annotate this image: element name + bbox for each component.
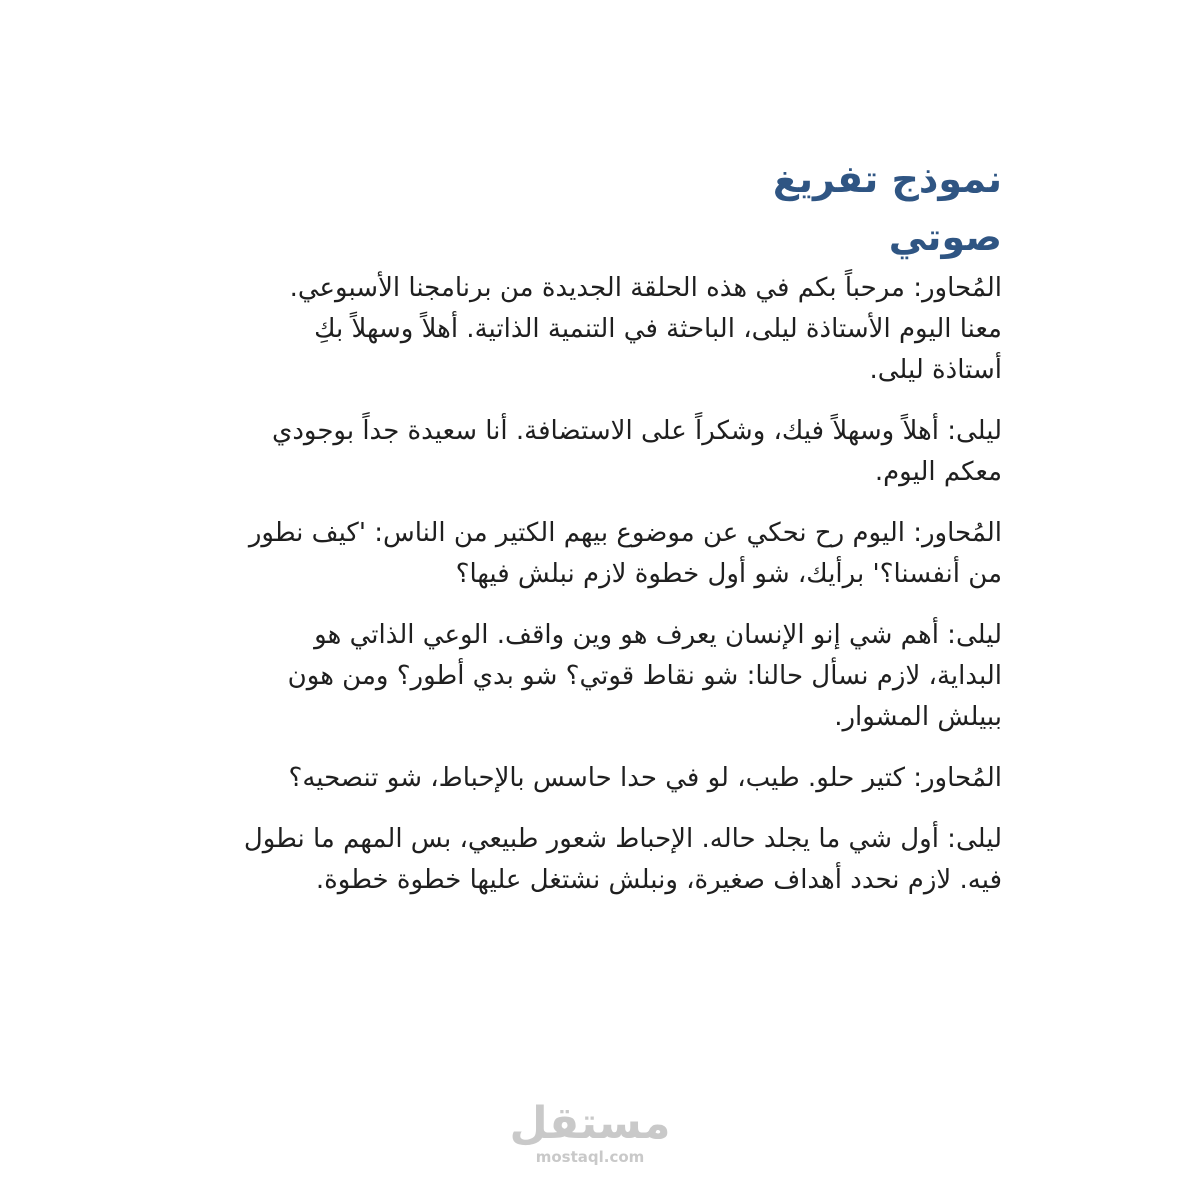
paragraph-line: البداية، لازم نسأل حالنا: شو نقاط قوتي؟ شو بدي أطور؟ ومن هون xyxy=(287,661,1002,691)
watermark xyxy=(500,1100,680,1166)
transcript-paragraph xyxy=(172,819,1002,901)
paragraph-line: ليلى: أهلاً وسهلاً فيك، وشكراً على الاستضافة. أنا سعيدة جداً بوجودي xyxy=(271,416,1002,446)
paragraph-line: المُحاور: كتير حلو. طيب، لو في حدا حاسس بالإحباط، شو تنصحيه؟ xyxy=(288,763,1002,793)
transcript-document xyxy=(172,150,1002,921)
watermark-logo: مستقل xyxy=(509,1098,671,1149)
document-title: نموذج تفريغ صوتي xyxy=(772,157,1002,259)
transcript-paragraph xyxy=(172,758,1002,799)
paragraph-line: ليلى: أول شي ما يجلد حاله. الإحباط شعور طبيعي، بس المهم ما نطول xyxy=(243,824,1002,854)
transcript-paragraph xyxy=(172,513,1002,595)
transcript-paragraph xyxy=(172,411,1002,493)
paragraph-line: ليلى: أهم شي إنو الإنسان يعرف هو وين واقف. الوعي الذاتي هو xyxy=(314,620,1002,650)
paragraph-line: من أنفسنا؟' برأيك، شو أول خطوة لازم نبلش فيها؟ xyxy=(455,559,1002,589)
paragraph-line: المُحاور: اليوم رح نحكي عن موضوع بيهم الكتير من الناس: 'كيف نطور xyxy=(248,518,1002,548)
paragraph-line: ببيلش المشوار. xyxy=(834,702,1002,732)
watermark-url: mostaql.com xyxy=(535,1148,645,1166)
transcript-paragraph xyxy=(172,268,1002,391)
paragraph-line: فيه. لازم نحدد أهداف صغيرة، ونبلش نشتغل عليها خطوة خطوة. xyxy=(315,865,1002,895)
paragraph-line: معنا اليوم الأستاذة ليلى، الباحثة في التنمية الذاتية. أهلاً وسهلاً بكِ xyxy=(314,314,1002,344)
paragraph-line: معكم اليوم. xyxy=(874,457,1002,487)
paragraph-line: المُحاور: مرحباً بكم في هذه الحلقة الجديدة من برنامجنا الأسبوعي. xyxy=(289,273,1002,303)
transcript-paragraph xyxy=(172,615,1002,738)
paragraph-line: أستاذة ليلى. xyxy=(869,355,1002,385)
